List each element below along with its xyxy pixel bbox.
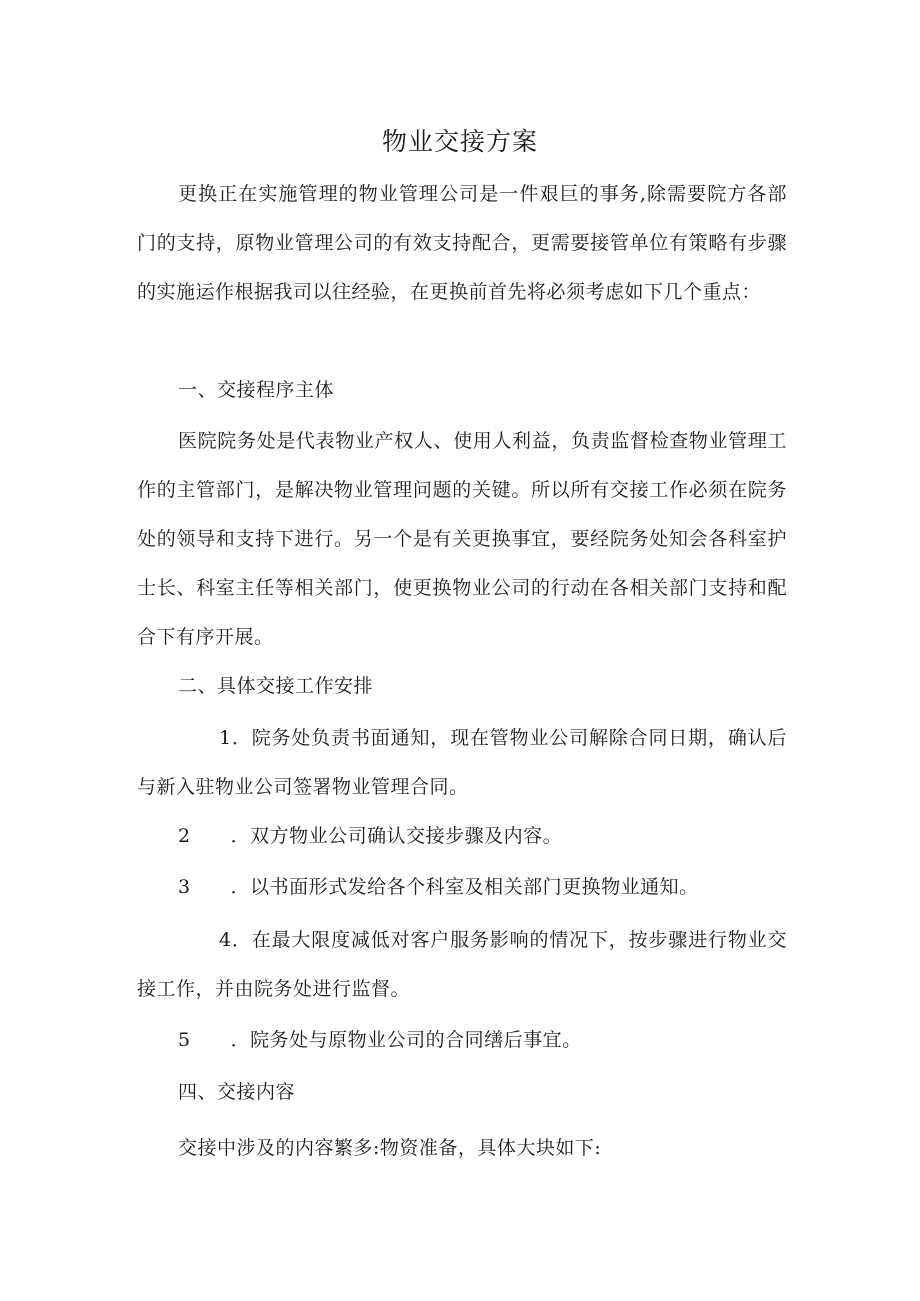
section-1-body-block — [137, 417, 787, 662]
list-item-text: ．双方物业公司确认交接步骤及内容。 — [230, 825, 563, 847]
section-2-heading-block — [137, 662, 787, 711]
section-4-heading: 四、交接内容 — [178, 1081, 296, 1103]
section-4-body-block — [137, 1124, 787, 1173]
list-item-5-block — [137, 1016, 787, 1065]
section-2-heading: 二、具体交接工作安排 — [178, 675, 374, 697]
intro-paragraph-block — [137, 170, 787, 317]
list-item-1-block — [137, 714, 787, 812]
list-item-text: ．院务处与原物业公司的合同缮后事宜。 — [230, 1029, 582, 1051]
list-item-number: 2 — [178, 825, 191, 847]
section-4-heading-block — [137, 1068, 787, 1117]
intro-paragraph: 更换正在实施管理的物业管理公司是一件艰巨的事务,除需要院方各部门的支持，原物业管理公司的有效支持配合，更需要接管单位有策略有步骤的实施运作根据我司以往经验，在更换前首先将必须考虑如下几个重点： — [137, 183, 787, 303]
list-item-3-block — [137, 863, 787, 912]
document-title: 物业交接方案 — [381, 127, 538, 156]
list-item — [137, 812, 787, 861]
list-item — [137, 714, 787, 812]
section-1-heading-block — [137, 366, 787, 415]
list-item-text: ．院务处负责书面通知，现在管物业公司解除合同日期，确认后与新入驻物业公司签署物业管理合同。 — [137, 727, 787, 798]
section-1-body: 医院院务处是代表物业产权人、使用人利益，负责监督检查物业管理工作的主管部门，是解决物业管理问题的关键。所以所有交接工作必须在院务处的领导和支持下进行。另一个是有关更换事宜，要经院务处知会各科室护士长、科室主任等相关部门，使更换物业公司的行动在各相关部门支持和配合下有序开展。 — [137, 430, 787, 648]
list-item-number: 5 — [178, 1029, 191, 1051]
list-item-4-block — [137, 916, 787, 1014]
list-item-text: ．以书面形式发给各个科室及相关部门更换物业通知。 — [230, 876, 699, 898]
section-4-body: 交接中涉及的内容繁多:物资准备，具体大块如下: — [178, 1137, 602, 1159]
list-item-number: 1 — [219, 727, 232, 749]
list-item-number: 3 — [178, 876, 191, 898]
section-1-heading: 一、交接程序主体 — [178, 379, 335, 401]
list-item — [137, 863, 787, 912]
list-item-text: ．在最大限度减低对客户服务影响的情况下，按步骤进行物业交接工作，并由院务处进行监督。 — [137, 929, 787, 1000]
list-item-number: 4 — [219, 929, 232, 951]
list-item-2-block — [137, 812, 787, 861]
list-item — [137, 1016, 787, 1065]
list-item — [137, 916, 787, 1014]
